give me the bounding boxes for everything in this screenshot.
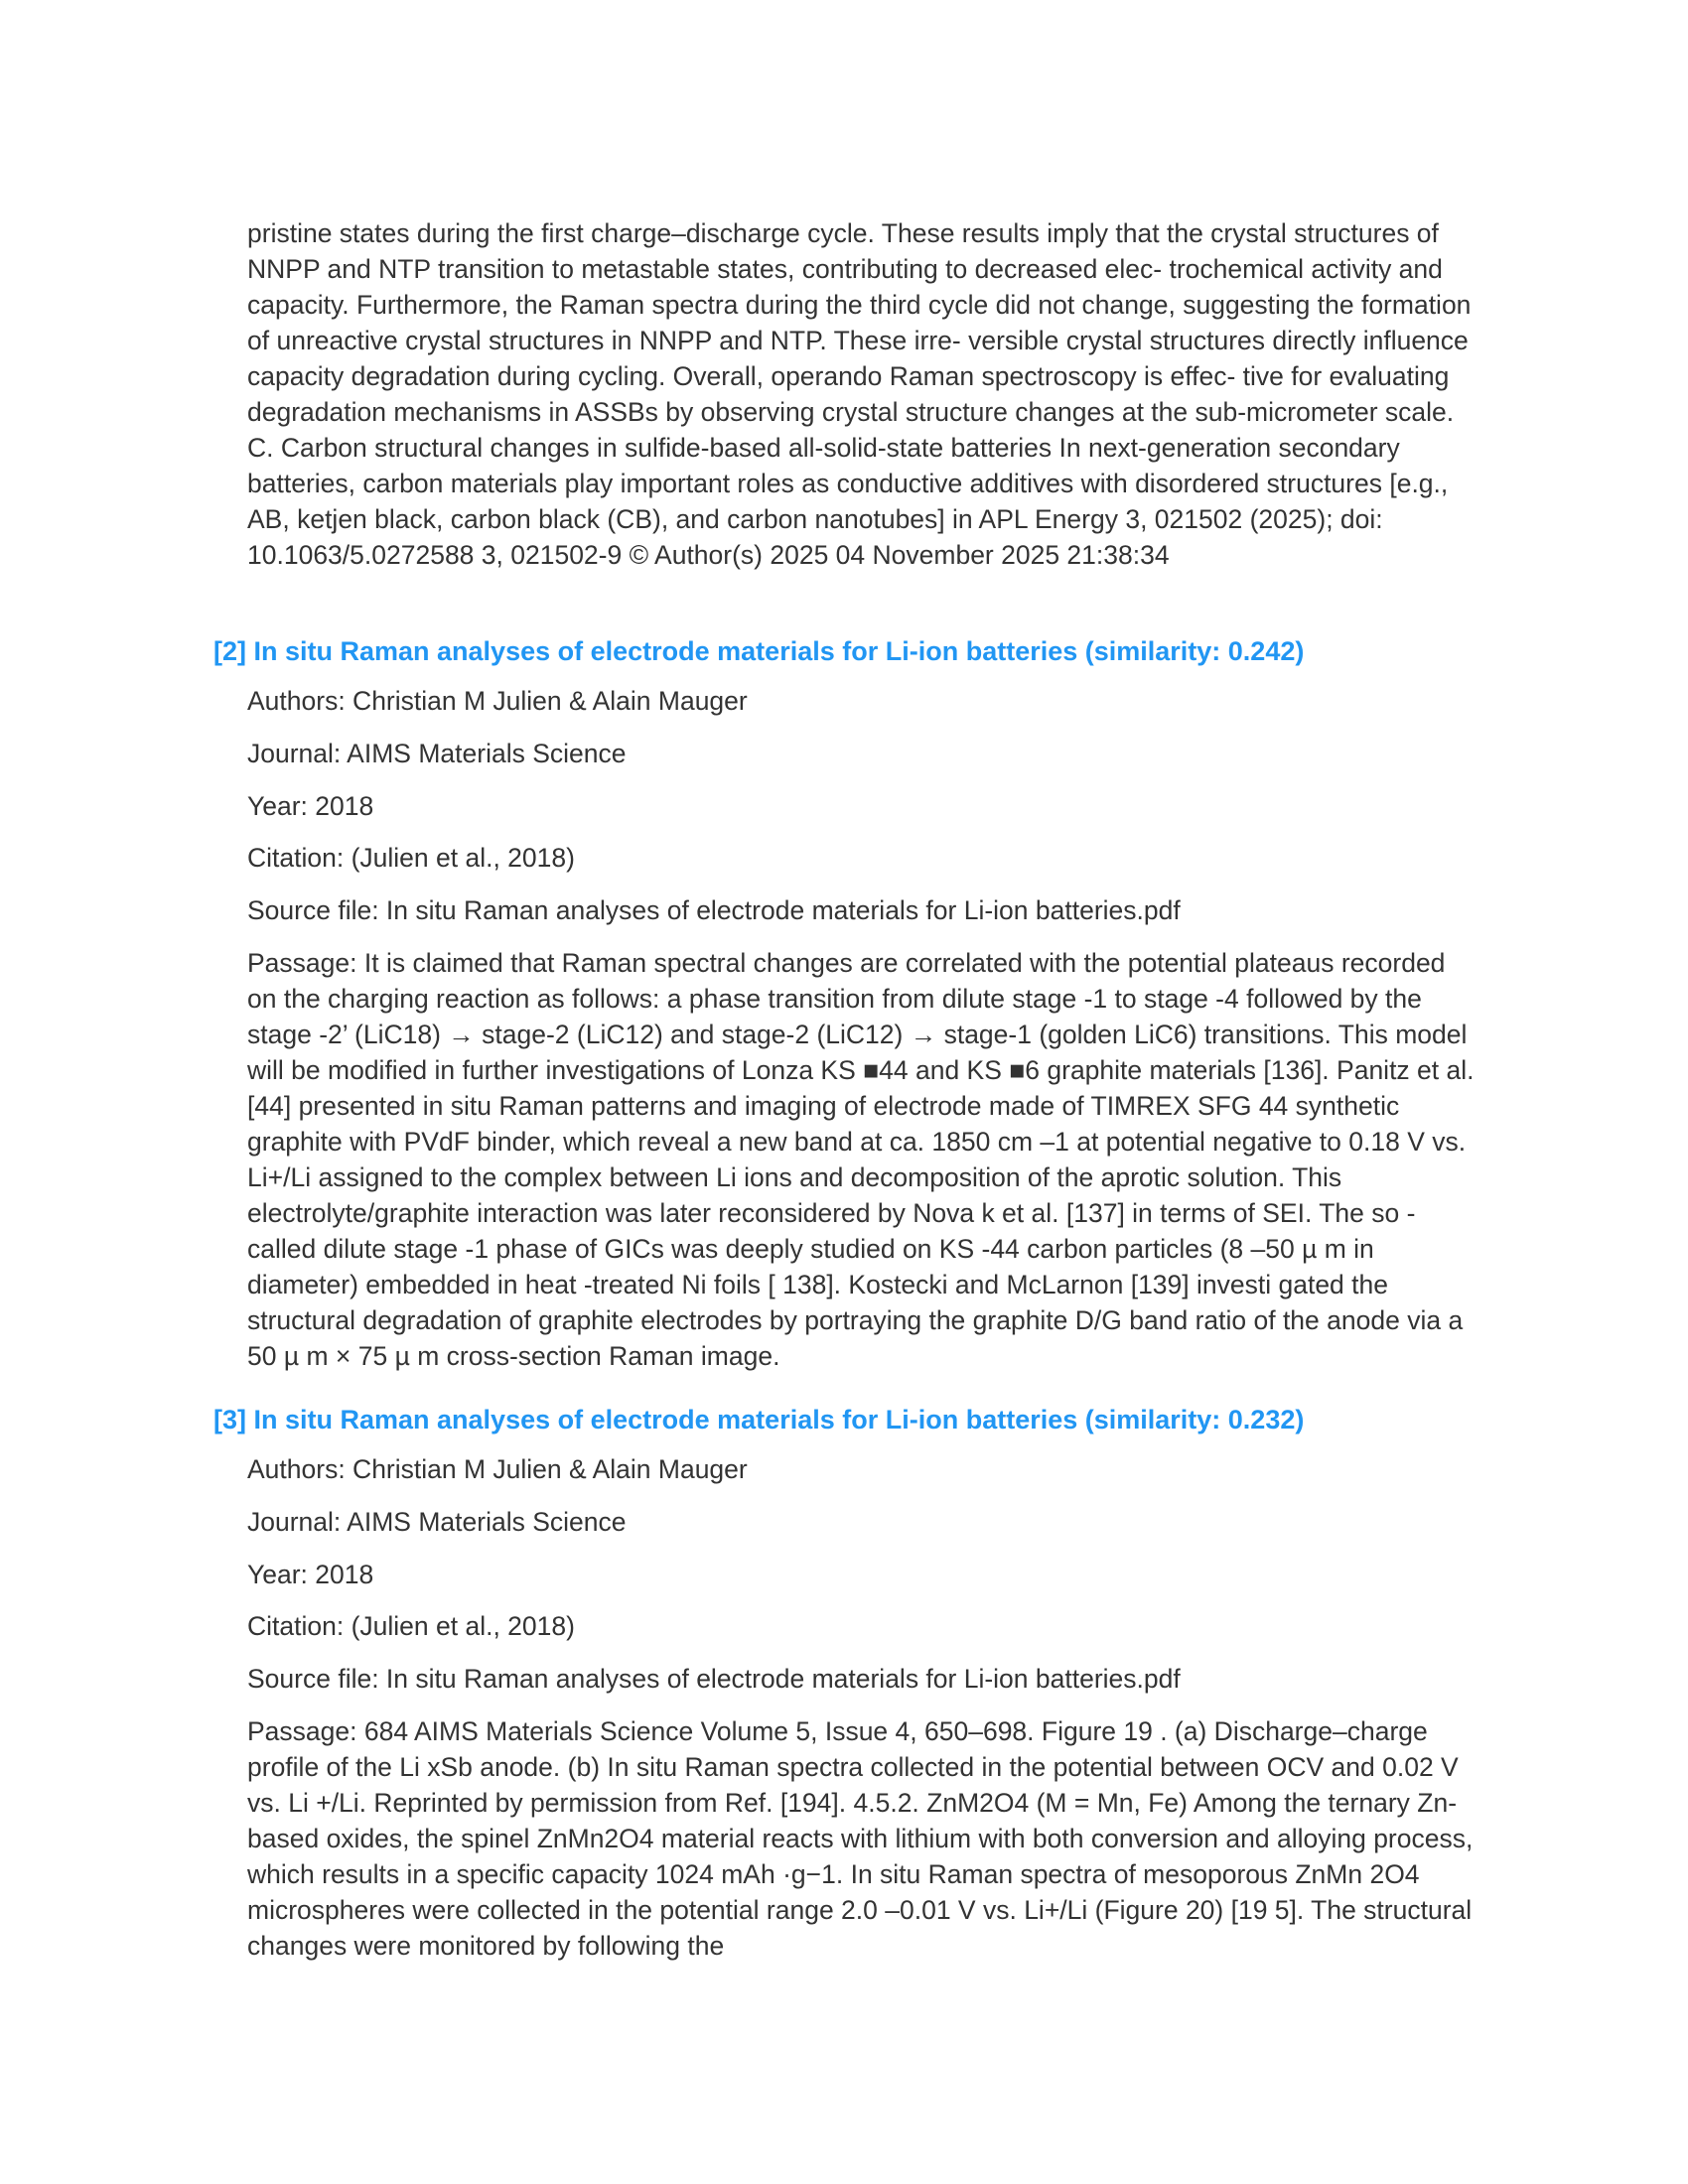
result-2-authors: Authors: Christian M Julien & Alain Mauger bbox=[247, 686, 748, 716]
result-2-passage: Passage: It is claimed that Raman spectral changes are correlated with the potential plateaus recorded on the charging reaction as follows: a phase transition from dilute stage -1 to stage -4 followed by the stage -2’ (LiC18) → stage-2 (LiC12) and stage-2 (LiC12) → stage-1 (golden LiC6) transitions. This model will be modified in further investigations of Lonza KS ■44 and KS ■6 graphite materials [136]. Panitz et al. [44] presented in situ Raman patterns and imaging of electrode made of TIMREX SFG 44 synthetic graphite with PVdF binder, which reveal a new band at ca. 1850 cm –1 at potential negative to 0.18 V vs. Li+/Li assigned to the complex between Li ions and decomposition of the aprotic solution. This electrolyte/graphite interaction was later reconsidered by Nova k et al. [137] in terms of SEI. The so - called dilute stage -1 phase of GICs was deeply studied on KS -44 carbon particles (8 –50 µ m in diameter) embedded in heat -treated Ni foils [ 138]. Kostecki and McLarnon [139] investi gated the structural degradation of graphite electrodes by portraying the graphite D/G band ratio of the anode via a 50 µ m × 75 µ m cross-section Raman image. bbox=[247, 948, 1475, 1371]
result-2-year: Year: 2018 bbox=[247, 791, 374, 821]
result-3-authors: Authors: Christian M Julien & Alain Mauger bbox=[247, 1454, 748, 1484]
result-3-heading: [3] In situ Raman analyses of electrode materials for Li-ion batteries (similarity: 0.232) bbox=[213, 1405, 1305, 1434]
result-2-source-file: Source file: In situ Raman analyses of electrode materials for Li-ion batteries.pdf bbox=[247, 895, 1181, 925]
result-2-heading: [2] In situ Raman analyses of electrode materials for Li-ion batteries (similarity: 0.242) bbox=[213, 636, 1305, 666]
result-3-passage: Passage: 684 AIMS Materials Science Volume 5, Issue 4, 650–698. Figure 19 . (a) Discharge–charge profile of the Li xSb anode. (b) In situ Raman spectra collected in the potential between OCV and 0.02 V vs. Li +/Li. Reprinted by permission from Ref. [194]. 4.5.2. ZnM2O4 (M = Mn, Fe) Among the ternary Zn-based oxides, the spinel ZnMn2O4 material reacts with lithium with both conversion and alloying process, which results in a specific capacity 1024 mAh ·g−1. In situ Raman spectra of mesoporous ZnMn 2O4 microspheres were collected in the potential range 2.0 –0.01 V vs. Li+/Li (Figure 20) [19 5]. The structural changes were monitored by following the bbox=[247, 1716, 1474, 1961]
result-3-year: Year: 2018 bbox=[247, 1560, 374, 1589]
result-3-citation: Citation: (Julien et al., 2018) bbox=[247, 1611, 575, 1641]
result-2-journal: Journal: AIMS Materials Science bbox=[247, 739, 627, 768]
result-3-source-file: Source file: In situ Raman analyses of electrode materials for Li-ion batteries.pdf bbox=[247, 1664, 1181, 1694]
continued-passage-text: pristine states during the first charge–discharge cycle. These results imply that the crystal structures of NNPP and NTP transition to metastable states, contributing to decreased elec- trochemical activity and capacity. Furthermore, the Raman spectra during the third cycle did not change, suggesting the formation of unreactive crystal structures in NNPP and NTP. These irre- versible crystal structures directly influence capacity degradation during cycling. Overall, operando Raman spectroscopy is effec- tive for evaluating degradation mechanisms in ASSBs by observing crystal structure changes at the sub-micrometer scale. C. Carbon structural changes in sulfide-based all-solid-state batteries In next-generation secondary batteries, carbon materials play important roles as conductive additives with disordered structures [e.g., AB, ketjen black, carbon black (CB), and carbon nanotubes] in APL Energy 3, 021502 (2025); doi: 10.1063/5.0272588 3, 021502-9 © Author(s) 2025 04 November 2025 21:38:34 bbox=[247, 218, 1472, 570]
result-2-citation: Citation: (Julien et al., 2018) bbox=[247, 843, 575, 873]
result-3-journal: Journal: AIMS Materials Science bbox=[247, 1507, 627, 1537]
